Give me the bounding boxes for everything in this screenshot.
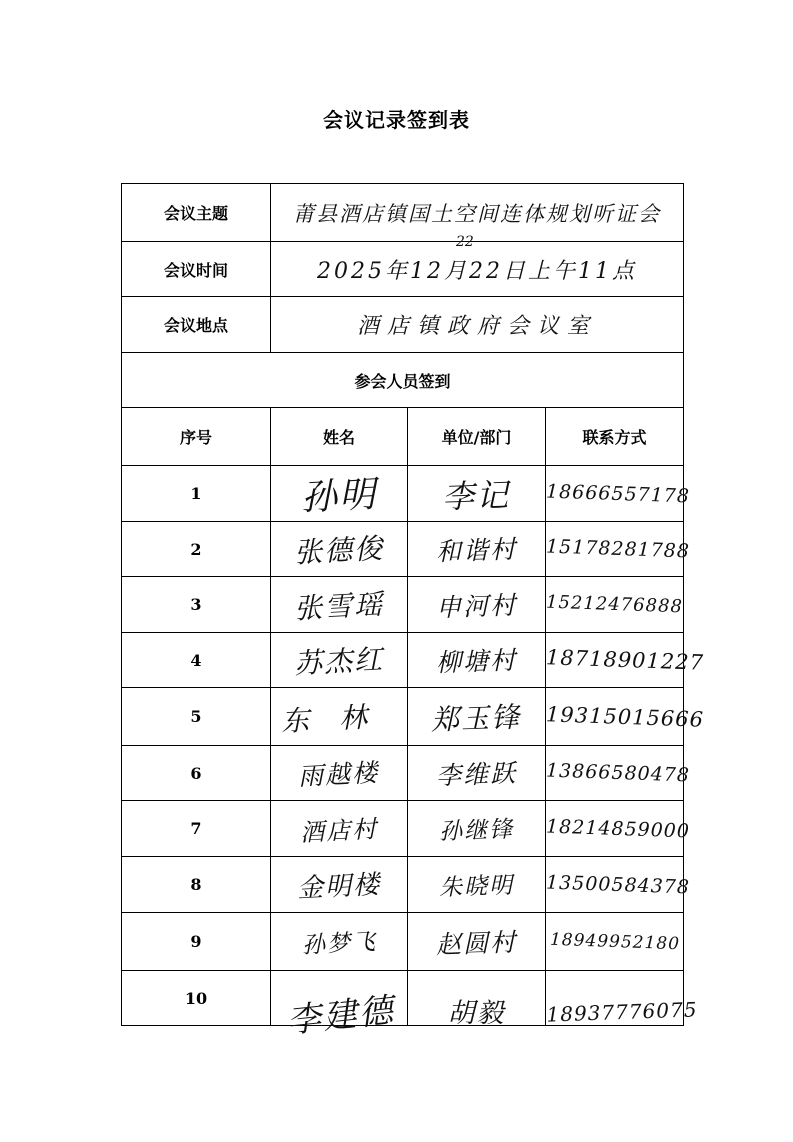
- unit-cell: [408, 801, 546, 857]
- topic-row: [122, 184, 684, 242]
- phone-cell: [545, 746, 691, 801]
- name-signature: 苏杰红: [293, 642, 385, 681]
- col-header-unit: 单位/部门: [408, 408, 546, 466]
- phone-signature: 19315015666: [545, 701, 705, 732]
- name-cell: [271, 746, 408, 801]
- row-number: 3: [122, 577, 271, 633]
- phone-signature: 18666557178: [545, 479, 691, 508]
- table-row: [122, 746, 684, 801]
- topic-label: 会议主题: [122, 184, 271, 242]
- phone-cell: [545, 857, 691, 913]
- name-signature: 雨越楼: [297, 757, 381, 792]
- unit-signature: 赵圆村: [435, 927, 518, 959]
- phone-cell: [545, 522, 691, 577]
- table-row: [122, 466, 684, 522]
- unit-signature: 朱晓明: [438, 872, 515, 902]
- time-cell: [271, 234, 684, 297]
- place-value: 酒店镇政府会议室: [356, 314, 597, 339]
- name-signature: 张雪瑶: [293, 587, 385, 625]
- phone-cell: [545, 466, 691, 522]
- row-number: 8: [122, 857, 271, 913]
- phone-cell: [545, 801, 691, 857]
- phone-signature: 18718901227: [545, 645, 705, 675]
- phone-cell: [545, 633, 705, 688]
- name-cell: [271, 913, 408, 971]
- time-correction-note: 22: [456, 234, 474, 250]
- page-title: 会议记录签到表: [323, 108, 470, 132]
- table-row: [122, 633, 684, 688]
- unit-signature: 李记: [441, 475, 512, 516]
- unit-cell: [408, 913, 546, 971]
- section-title: 参会人员签到: [122, 353, 684, 408]
- row-number: 1: [122, 466, 271, 522]
- row-number: 9: [122, 913, 271, 971]
- unit-signature: 孙继锋: [438, 816, 515, 846]
- name-signature: 孙梦飞: [301, 929, 378, 959]
- table-row: [122, 522, 684, 577]
- unit-signature: 胡毅: [447, 997, 506, 1029]
- time-value: 2025年12月22日上午11点: [317, 258, 637, 284]
- place-label: 会议地点: [122, 297, 271, 353]
- unit-cell: [408, 577, 546, 633]
- phone-cell: [546, 913, 684, 971]
- phone-signature: 18949952180: [549, 929, 680, 954]
- phone-signature: 13866580478: [545, 759, 691, 787]
- section-row: [122, 353, 684, 408]
- col-header-name: 姓名: [271, 408, 408, 466]
- table-row: [122, 801, 684, 857]
- phone-cell: [545, 688, 705, 746]
- unit-cell: [408, 688, 546, 746]
- name-signature: 金明楼: [296, 869, 382, 905]
- unit-signature: 和谐村: [435, 534, 518, 567]
- topic-cell: [271, 184, 684, 242]
- time-row: [122, 242, 684, 297]
- phone-cell: [546, 577, 684, 633]
- phone-signature: 18214859000: [545, 814, 691, 843]
- phone-signature: 18937776075: [546, 997, 698, 1027]
- phone-signature: 15178281788: [545, 535, 691, 563]
- row-number: 2: [122, 522, 271, 577]
- unit-cell: [408, 746, 546, 801]
- name-cell: [271, 577, 408, 633]
- unit-signature: 申河村: [435, 590, 518, 622]
- name-cell: [271, 801, 408, 857]
- name-signature: 孙明: [300, 474, 379, 519]
- col-header-no: 序号: [122, 408, 271, 466]
- unit-cell: [408, 857, 546, 913]
- phone-cell: [546, 971, 698, 1027]
- table-row: [122, 688, 684, 746]
- unit-signature: 柳塘村: [435, 645, 518, 678]
- unit-signature: 李维跃: [435, 758, 518, 791]
- row-number: 4: [122, 633, 271, 688]
- name-cell: [271, 633, 408, 688]
- table-row: [122, 913, 684, 971]
- phone-signature: 15212476888: [545, 591, 684, 618]
- name-cell: [271, 466, 408, 522]
- unit-cell: [408, 971, 546, 1029]
- row-number: 10: [122, 971, 271, 1026]
- table-row: [122, 971, 684, 1026]
- unit-cell: [408, 633, 546, 688]
- table-row: [122, 857, 684, 913]
- name-signature: 酒店村: [299, 814, 379, 848]
- col-header-phone: 联系方式: [546, 408, 684, 466]
- row-number: 7: [122, 801, 271, 857]
- name-signature: 东林: [280, 698, 398, 738]
- row-number: 6: [122, 746, 271, 801]
- unit-cell: [408, 522, 546, 577]
- row-number: 5: [122, 688, 271, 746]
- name-cell: [271, 688, 408, 746]
- topic-value: 莆县酒店镇国土空间连体规划听证会: [293, 201, 661, 226]
- name-signature: 李建德: [285, 989, 397, 1041]
- place-row: [122, 297, 684, 353]
- unit-cell: [408, 466, 546, 522]
- phone-signature: 13500584378: [545, 870, 691, 899]
- unit-signature: 郑玉锋: [430, 699, 523, 737]
- name-cell: [271, 522, 408, 577]
- table-row: [122, 577, 684, 633]
- place-cell: [271, 297, 684, 353]
- name-cell: [271, 971, 408, 1041]
- name-cell: [271, 857, 408, 913]
- time-label: 会议时间: [122, 242, 271, 297]
- name-signature: 张德俊: [293, 531, 385, 570]
- sign-in-table: [121, 183, 705, 1041]
- header-row: [122, 408, 684, 466]
